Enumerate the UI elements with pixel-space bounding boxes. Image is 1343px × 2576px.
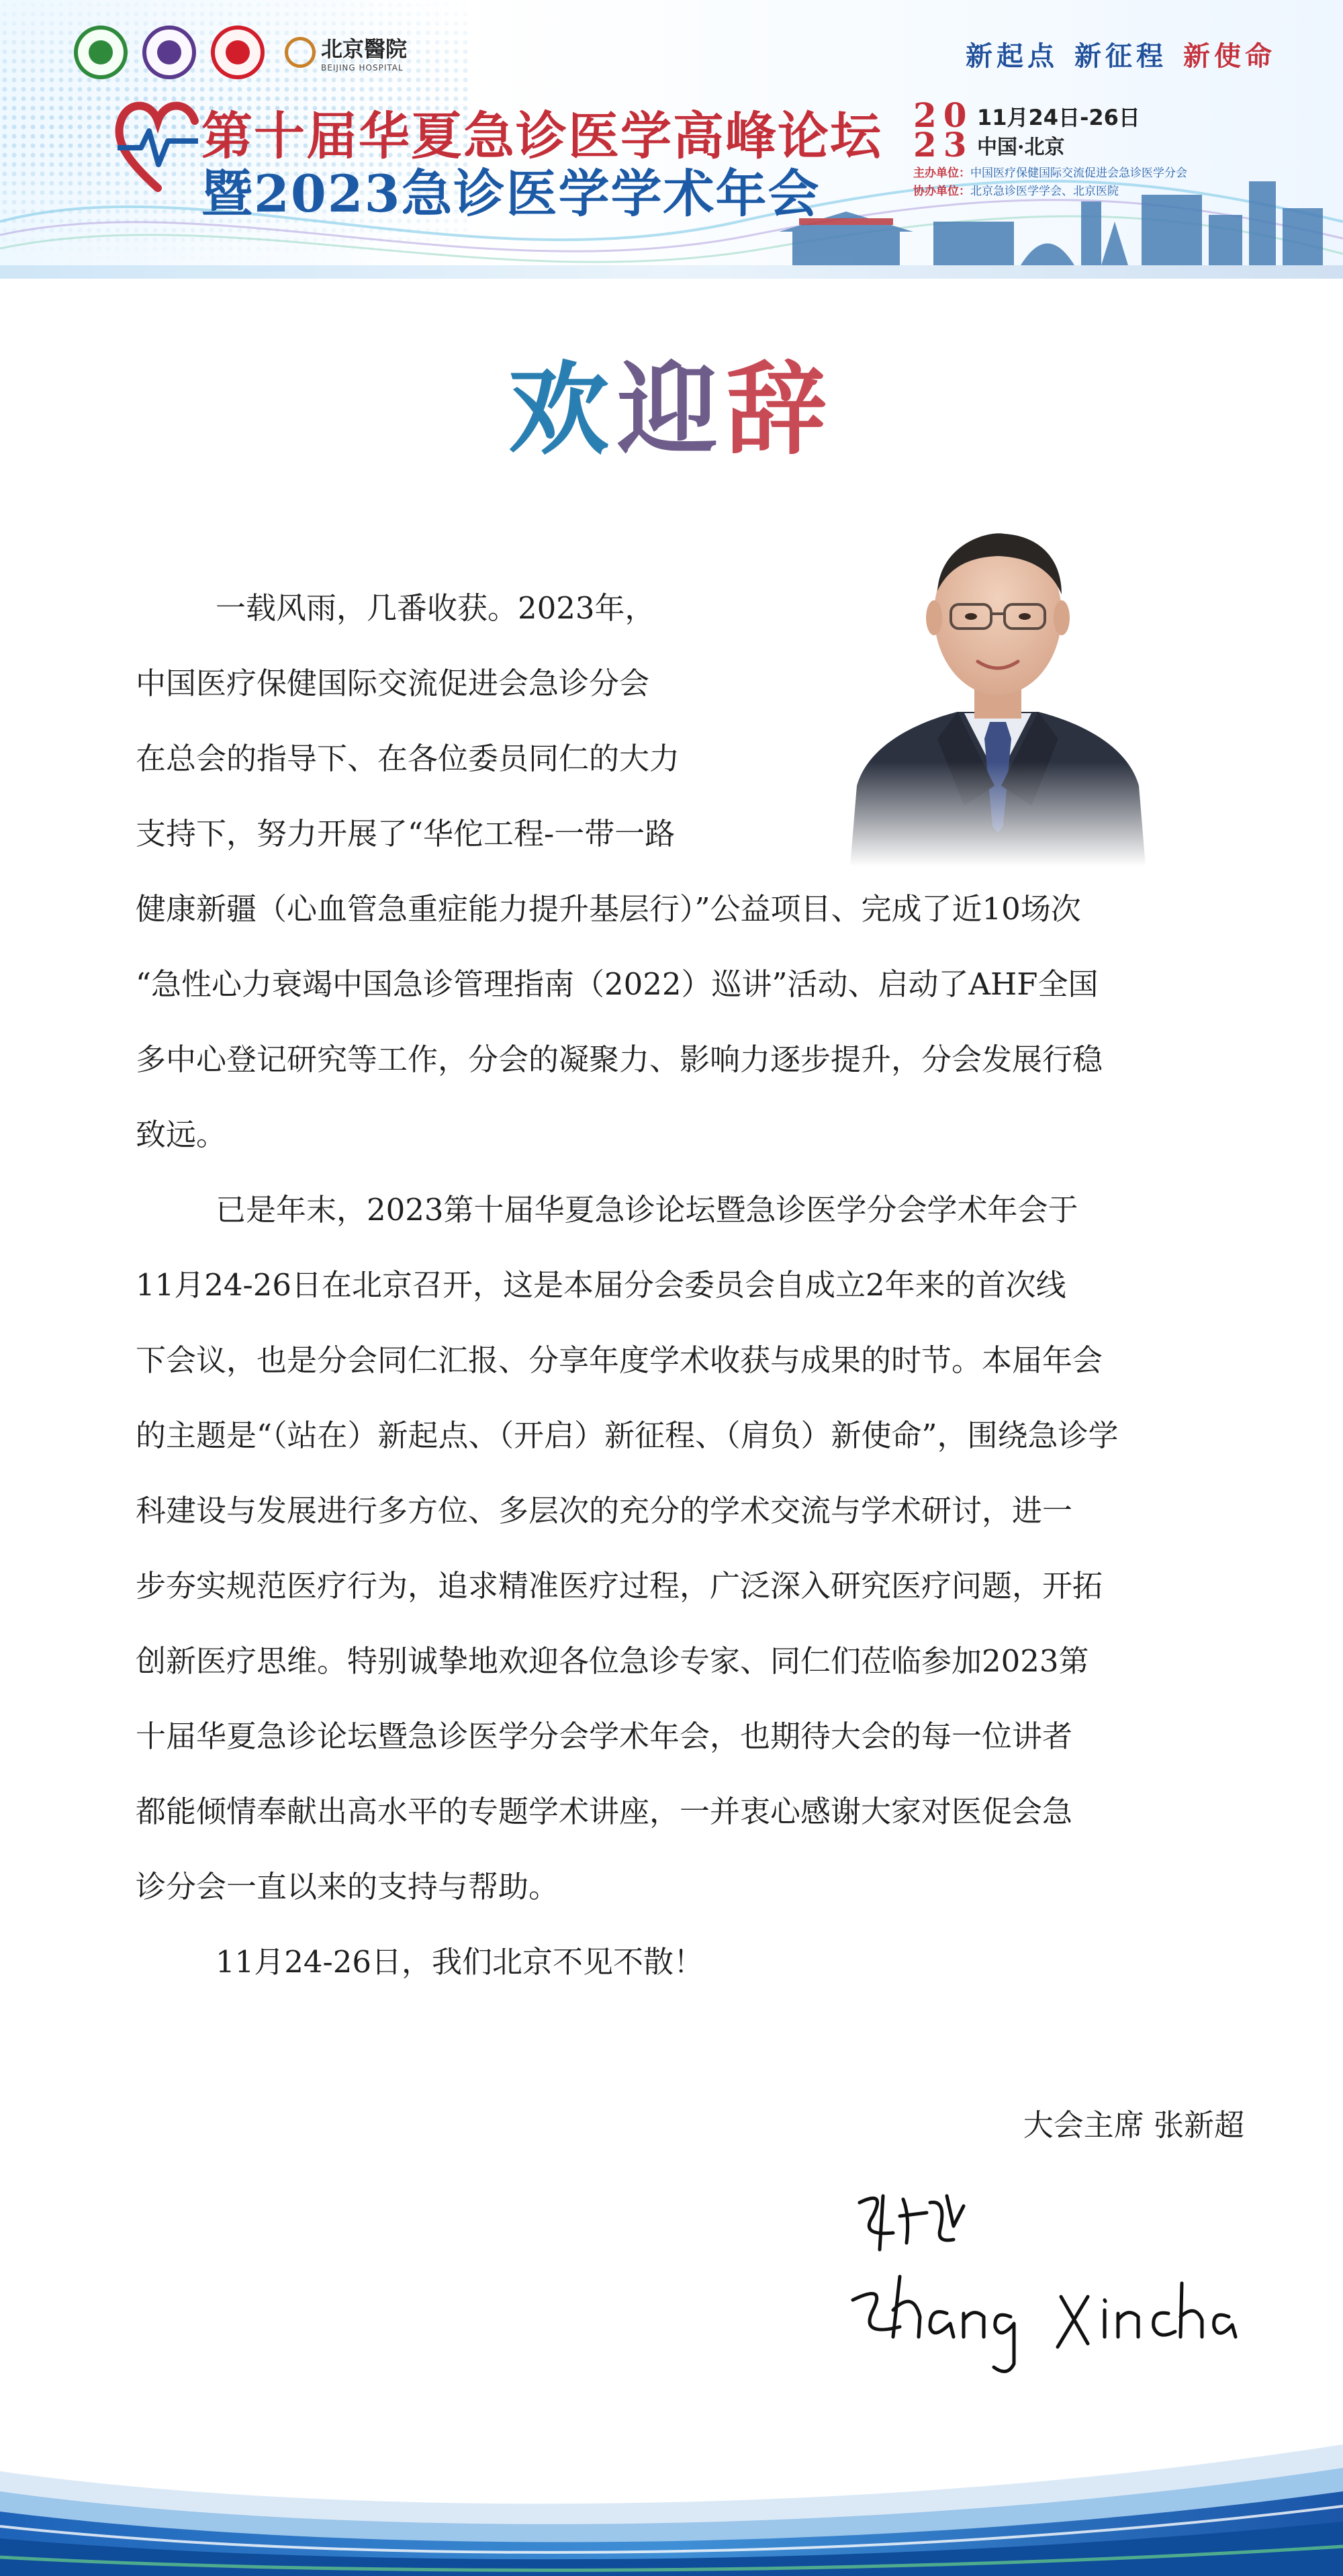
co-name: 北京急诊医学学会、北京医院 [970,185,1119,198]
year-top: 20 [913,95,974,135]
association-logo [142,26,196,79]
letter-line: 多中心登记研究等工作，分会的凝聚力、影响力逐步提升，分会发展行稳 [136,1042,1103,1077]
banner-bottom-strip [0,265,1343,279]
slogan-3: 新使命 [1183,40,1276,72]
handwritten-signature [846,2176,1249,2391]
society-logo [74,26,128,79]
event-title-line2: 暨2023急诊医学学术年会 [201,164,821,224]
beijing-hospital-logo [285,32,407,73]
letter-line: 致远。 [136,1117,227,1152]
letter-line: 中国医疗保健国际交流促进会急诊分会 [136,665,650,701]
logo-row [74,26,407,79]
letter-line: 诊分会一直以来的支持与帮助。 [136,1869,559,1904]
letter-line: 十届华夏急诊论坛暨急诊医学分会学术年会，也期待大会的每一位讲者 [136,1718,1073,1754]
letter-line: 创新医疗思维。特别诚挚地欢迎各位急诊专家、同仁们莅临参加2023第 [136,1643,1089,1679]
slogan-1: 新起点 [966,40,1058,72]
footer-wave-decoration [0,2404,1343,2576]
letter-line: 步夯实规范医疗行为，追求精准医疗过程，广泛深入研究医疗问题，开拓 [136,1568,1103,1604]
letter-line: 健康新疆（心血管急重症能力提升基层行）”公益项目、完成了近10场次 [136,891,1081,927]
host-organizer [913,163,1187,180]
chairman-portrait [830,517,1166,866]
emergency-logo [211,26,265,79]
letter-line: 已是年末，2023第十届华夏急诊论坛暨急诊医学分会学术年会于 [216,1192,1078,1228]
co-label: 协办单位： [913,185,970,198]
letter-line: 的主题是“（站在）新起点、（开启）新征程、（肩负）新使命”，围绕急诊学 [136,1418,1119,1453]
letter-line: 下会议，也是分会同仁汇报、分享年度学术收获与成果的时节。本届年会 [136,1342,1103,1378]
host-name: 中国医疗保健国际交流促进会急诊医学分会 [970,167,1187,180]
letter-line: 都能倾情奉献出高水平的专题学术讲座，一并衷心感谢大家对医促会急 [136,1794,1073,1829]
co-organizer [913,181,1119,198]
year-bottom: 23 [913,125,974,165]
letter-line: 支持下，努力开展了“华佗工程-一带一路 [136,816,676,852]
title-char-3: 辞 [726,351,835,469]
letter-line: 在总会的指导下、在各位委员同仁的大力 [136,741,680,776]
letter-closing-line: 11月24-26日，我们北京不见不散！ [216,1944,704,1980]
year-mark [913,95,974,165]
signer-title: 大会主席 张新超 [1023,2107,1244,2143]
host-label: 主办单位： [913,167,970,180]
letter-line: 一载风雨，几番收获。2023年， [216,590,655,626]
header-banner [0,0,1343,279]
slogan-2: 新征程 [1074,40,1167,72]
letter-line: 11月24-26日在北京召开，这是本届分会委员会自成立2年来的首次线 [136,1267,1066,1303]
event-dates: 11月24日-26日 [977,105,1140,130]
beijing-hospital-name: 北京醫院 [321,36,408,62]
title-char-1: 欢 [508,351,617,469]
heart-pulse-icon [114,94,201,195]
beijing-hospital-name-en: BEIJING HOSPITAL [321,63,404,73]
page-title [0,349,1343,470]
title-char-2: 迎 [616,351,726,469]
letter-line: “急性心力衰竭中国急诊管理指南（2022）巡讲”活动、启动了AHF全国 [136,966,1099,1002]
event-title-line1: 第十届华夏急诊医学高峰论坛 [201,106,882,166]
event-place: 中国·北京 [977,136,1065,159]
slogan [950,35,1276,73]
letter-line: 科建设与发展进行多方位、多层次的充分的学术交流与学术研讨，进一 [136,1493,1073,1528]
